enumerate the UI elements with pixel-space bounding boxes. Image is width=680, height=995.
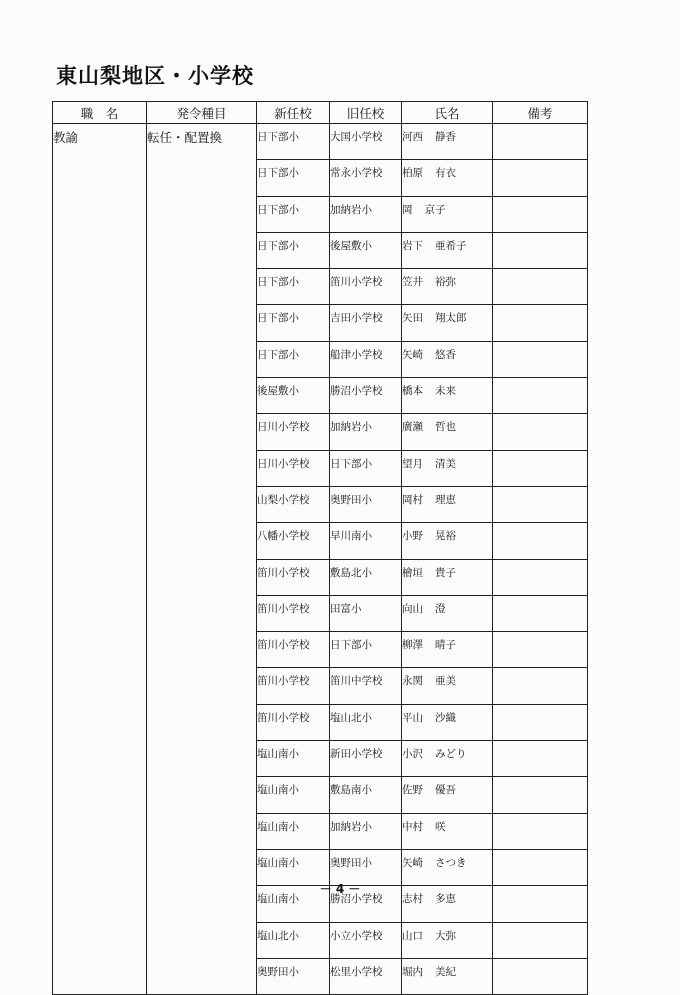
old-school-cell: 奥野田小 [330,849,402,885]
family-name: 岡 [402,203,413,216]
name-cell [402,450,493,486]
table-header-row [53,102,588,124]
family-name: 志村 [402,893,423,906]
old-school-cell: 田富小 [330,595,402,631]
old-school-cell: 敷島南小 [330,777,402,813]
new-school-cell: 塩山南小 [257,777,330,813]
new-school-cell: 塩山南小 [257,741,330,777]
family-name: 廣瀬 [402,421,423,434]
given-name: 貴子 [435,566,456,579]
remarks-cell [493,958,588,994]
old-school-cell: 加納岩小 [330,813,402,849]
family-name: 岡村 [402,493,423,506]
new-school-cell: 日川小学校 [257,414,330,450]
header-position: 職 名 [53,102,147,124]
family-name: 河西 [402,131,423,143]
old-school-cell: 敷島北小 [330,559,402,595]
order-type-cell: 転任・配置換 [147,124,257,995]
given-name: 翔太郎 [435,312,467,325]
new-school-cell: 日下部小 [257,160,330,196]
given-name: 優吾 [435,784,456,797]
header-old-school: 旧任校 [330,102,402,124]
family-name: 小野 [402,530,423,543]
family-name: 檜垣 [402,566,423,579]
name-cell [402,341,493,377]
remarks-cell [493,269,588,305]
name-cell [402,668,493,704]
remarks-cell [493,668,588,704]
new-school-cell: 笛川小学校 [257,668,330,704]
old-school-cell: 船津小学校 [330,341,402,377]
new-school-cell: 塩山北小 [257,922,330,958]
given-name: 晃裕 [435,530,456,543]
given-name: 澄 [435,602,446,615]
new-school-cell: 笛川小学校 [257,559,330,595]
name-cell [402,378,493,414]
new-school-cell: 塩山南小 [257,813,330,849]
name-cell [402,232,493,268]
family-name: 永関 [402,675,423,688]
remarks-cell [493,523,588,559]
name-cell [402,559,493,595]
family-name: 望月 [402,457,423,470]
old-school-cell: 新田小学校 [330,741,402,777]
table-row [53,124,588,160]
name-cell [402,414,493,450]
remarks-cell [493,559,588,595]
new-school-cell: 日下部小 [257,341,330,377]
family-name: 矢崎 [402,856,423,869]
family-name: 中村 [402,820,423,833]
remarks-cell [493,341,588,377]
family-name: 平山 [402,711,423,724]
name-cell [402,196,493,232]
given-name: 哲也 [435,421,456,434]
old-school-cell: 奥野田小 [330,486,402,522]
remarks-cell [493,777,588,813]
remarks-cell [493,232,588,268]
given-name: 沙織 [435,711,456,724]
remarks-cell [493,196,588,232]
name-cell [402,269,493,305]
new-school-cell: 日下部小 [257,124,330,160]
old-school-cell: 日下部小 [330,632,402,668]
remarks-cell [493,414,588,450]
new-school-cell: 日下部小 [257,196,330,232]
remarks-cell [493,486,588,522]
page-title: 東山梨地区・小学校 [56,64,254,88]
family-name: 小沢 [402,748,423,761]
header-order-type: 発令種目 [147,102,257,124]
old-school-cell: 常永小学校 [330,160,402,196]
family-name: 矢田 [402,312,423,325]
remarks-cell [493,378,588,414]
name-cell [402,922,493,958]
family-name: 矢崎 [402,348,423,361]
page-number: － 4 － [319,882,361,896]
family-name: 柏原 [402,167,423,180]
name-cell [402,595,493,631]
family-name: 向山 [402,602,423,615]
new-school-cell: 塩山南小 [257,886,330,922]
given-name: 京子 [424,203,446,216]
family-name: 堀内 [402,965,423,978]
name-cell [402,523,493,559]
family-name: 佐野 [402,784,423,797]
new-school-cell: 塩山南小 [257,849,330,885]
remarks-cell [493,922,588,958]
given-name: さつき [435,856,467,869]
new-school-cell: 笛川小学校 [257,632,330,668]
name-cell [402,305,493,341]
new-school-cell: 日川小学校 [257,450,330,486]
old-school-cell: 塩山北小 [330,704,402,740]
new-school-cell: 日下部小 [257,232,330,268]
new-school-cell: 後屋敷小 [257,378,330,414]
given-name: 理恵 [435,493,456,506]
given-name: みどり [435,748,467,761]
given-name: 未来 [435,385,456,398]
name-cell [402,160,493,196]
given-name: 裕弥 [435,276,456,289]
new-school-cell: 山梨小学校 [257,486,330,522]
new-school-cell: 八幡小学校 [257,523,330,559]
personnel-table [52,101,588,995]
name-cell [402,486,493,522]
remarks-cell [493,160,588,196]
given-name: 晴子 [435,639,456,652]
old-school-cell: 勝沼小学校 [330,378,402,414]
remarks-cell [493,741,588,777]
header-new-school: 新任校 [257,102,330,124]
given-name: 清美 [435,457,456,470]
new-school-cell: 日下部小 [257,269,330,305]
name-cell [402,632,493,668]
remarks-cell [493,704,588,740]
family-name: 山口 [402,929,423,942]
new-school-cell: 笛川小学校 [257,704,330,740]
name-cell [402,958,493,994]
given-name: 大弥 [435,929,456,942]
old-school-cell: 日下部小 [330,450,402,486]
given-name: 咲 [435,820,446,833]
remarks-cell [493,813,588,849]
name-cell [402,741,493,777]
family-name: 柳澤 [402,639,423,652]
header-name: 氏名 [402,102,493,124]
header-remarks: 備考 [493,102,588,124]
old-school-cell: 笛川小学校 [330,269,402,305]
given-name: 多恵 [435,893,456,906]
new-school-cell: 奥野田小 [257,958,330,994]
given-name: 有衣 [435,167,456,180]
old-school-cell: 後屋敷小 [330,232,402,268]
old-school-cell: 吉田小学校 [330,305,402,341]
given-name: 静香 [435,131,456,143]
remarks-cell [493,450,588,486]
old-school-cell: 加納岩小 [330,414,402,450]
new-school-cell: 笛川小学校 [257,595,330,631]
remarks-cell [493,124,588,160]
old-school-cell: 加納岩小 [330,196,402,232]
name-cell [402,704,493,740]
family-name: 橋本 [402,385,423,398]
old-school-cell: 小立小学校 [330,922,402,958]
new-school-cell: 日下部小 [257,305,330,341]
given-name: 亜希子 [435,239,467,252]
remarks-cell [493,305,588,341]
old-school-cell: 笛川中学校 [330,668,402,704]
remarks-cell [493,595,588,631]
given-name: 美紀 [435,965,456,978]
given-name: 悠香 [435,348,456,361]
name-cell [402,777,493,813]
old-school-cell: 勝沼小学校 [330,886,402,922]
name-cell [402,813,493,849]
old-school-cell: 早川南小 [330,523,402,559]
old-school-cell: 松里小学校 [330,958,402,994]
position-cell: 教諭 [53,124,147,995]
remarks-cell [493,632,588,668]
name-cell [402,124,493,160]
family-name: 笠井 [402,276,423,289]
given-name: 亜美 [435,675,456,688]
family-name: 岩下 [402,239,423,252]
old-school-cell: 大国小学校 [330,124,402,160]
